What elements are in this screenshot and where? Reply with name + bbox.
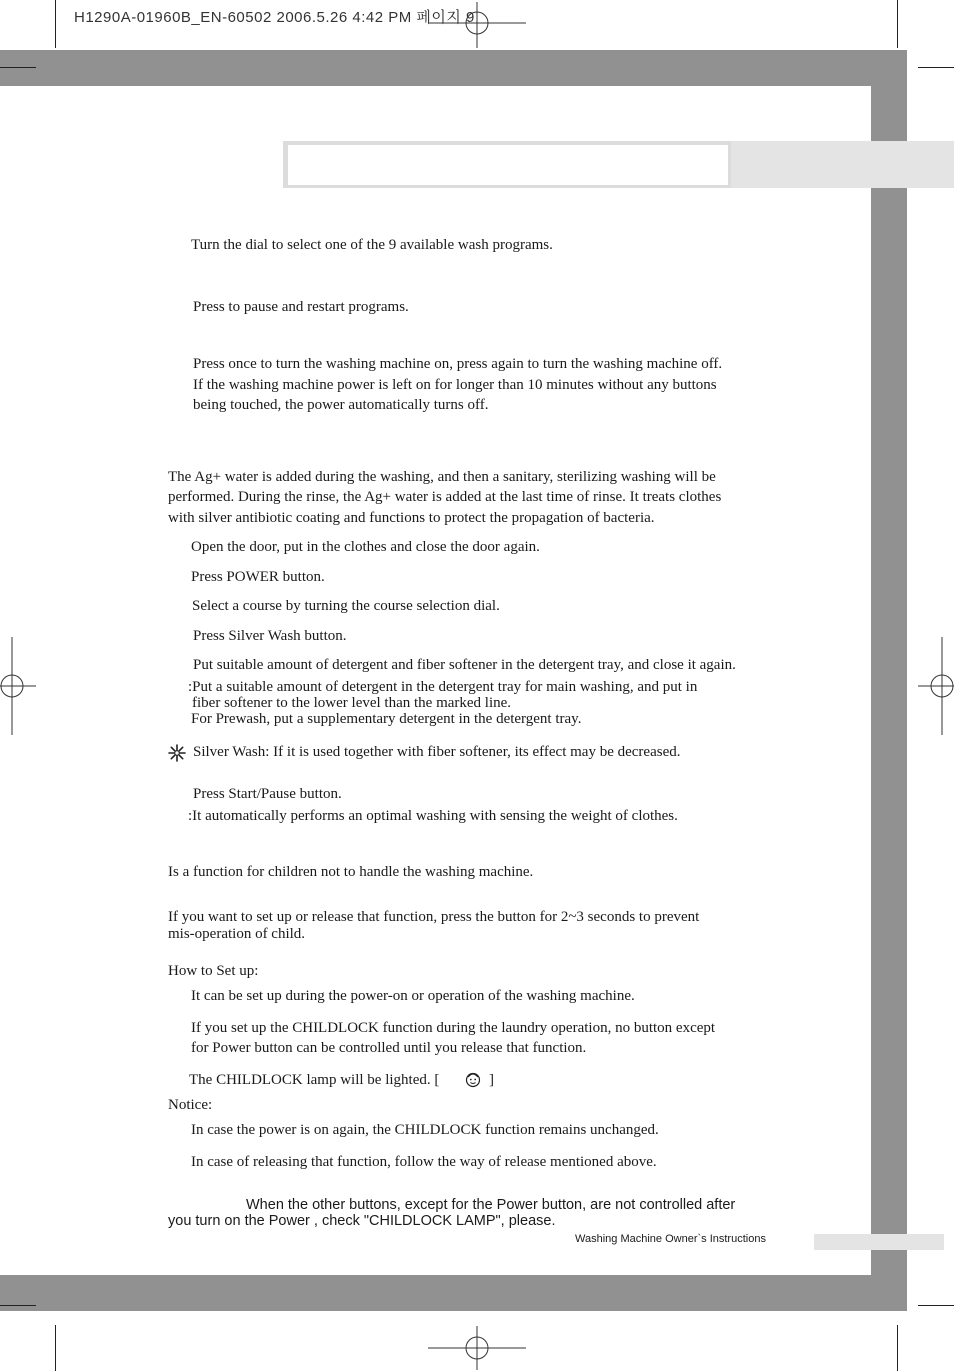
crop-mark-icon	[918, 67, 954, 68]
bottom-gray-band	[0, 1275, 907, 1311]
asterisk-icon	[168, 744, 186, 762]
top-gray-band	[0, 50, 907, 86]
crop-mark-icon	[55, 1325, 56, 1371]
childlock-lamp-bracket: ]	[489, 1072, 494, 1088]
crop-mark-icon	[897, 0, 898, 48]
section-title-box	[288, 145, 728, 185]
dial-description: Turn the dial to select one of the 9 available wash programs.	[191, 237, 553, 253]
notice-item: In case the power is on again, the CHILDLOCK function remains unchanged.	[191, 1122, 659, 1138]
power-description-line: being touched, the power automatically turns off.	[193, 397, 489, 413]
notice-item: In case of releasing that function, follow the way of release mentioned above.	[191, 1154, 657, 1170]
registration-target-icon	[428, 1326, 526, 1370]
childlock-lamp-text: The CHILDLOCK lamp will be lighted. [	[189, 1072, 440, 1088]
silver-wash-intro-line: The Ag+ water is added during the washing, and then a sanitary, sterilizing washing will be	[168, 469, 716, 485]
silver-wash-step: Put suitable amount of detergent and fiber softener in the detergent tray, and close it again.	[193, 657, 736, 673]
setup-heading: How to Set up:	[168, 963, 259, 979]
childlock-instruction-line: If you want to set up or release that function, press the button for 2~3 seconds to prevent	[168, 909, 700, 925]
setup-item-line: for Power button can be controlled until you release that function.	[191, 1040, 587, 1056]
registration-target-icon	[918, 637, 954, 735]
silver-wash-step: Select a course by turning the course selection dial.	[192, 598, 500, 614]
detergent-note-line: For Prewash, put a supplementary detergent in the detergent tray.	[191, 711, 582, 727]
child-face-icon	[464, 1070, 482, 1088]
crop-mark-icon	[0, 1305, 36, 1306]
crop-mark-icon	[897, 1325, 898, 1371]
silver-wash-warning: Silver Wash: If it is used together with fiber softener, its effect may be decreased.	[193, 744, 681, 760]
power-description-line: Press once to turn the washing machine on, press again to turn the washing machine off.	[193, 356, 723, 372]
section-title-tab	[731, 141, 954, 188]
page-number-tab	[814, 1234, 944, 1250]
silver-wash-intro-line: with silver antibiotic coating and functions to protect the propagation of bacteria.	[168, 510, 655, 526]
right-gray-column	[871, 50, 907, 1311]
childlock-intro: Is a function for children not to handle the washing machine.	[168, 864, 534, 880]
crop-mark-icon	[55, 0, 56, 48]
footer-caption: Washing Machine Owner`s Instructions	[575, 1233, 766, 1245]
footer-note-line: you turn on the Power , check "CHILDLOCK LAMP", please.	[168, 1213, 556, 1229]
silver-wash-step: Press POWER button.	[191, 569, 325, 585]
crop-mark-icon	[0, 67, 36, 68]
print-header: H1290A-01960B_EN-60502 2006.5.26 4:42 PM 페이지 9	[74, 9, 475, 26]
silver-wash-final-note: :It automatically performs an optimal washing with sensing the weight of clothes.	[188, 808, 678, 824]
registration-target-icon	[428, 2, 526, 48]
silver-wash-intro-line: performed. During the rinse, the Ag+ water is added at the last time of rinse. It treats clothes	[168, 489, 722, 505]
crop-mark-icon	[918, 1305, 954, 1306]
detergent-note-line: fiber softener to the lower level than the marked line.	[192, 695, 512, 711]
start-pause-description: Press to pause and restart programs.	[193, 299, 409, 315]
setup-item: It can be set up during the power-on or operation of the washing machine.	[191, 988, 635, 1004]
silver-wash-step: Press Silver Wash button.	[193, 628, 347, 644]
childlock-instruction-line: mis-operation of child.	[168, 926, 306, 942]
notice-heading: Notice:	[168, 1097, 213, 1113]
registration-target-icon	[0, 637, 36, 735]
silver-wash-step: Open the door, put in the clothes and close the door again.	[191, 539, 540, 555]
power-description-line: If the washing machine power is left on for longer than 10 minutes without any buttons	[193, 377, 717, 393]
footer-note-line: When the other buttons, except for the Power button, are not controlled after	[246, 1197, 736, 1213]
setup-item-line: If you set up the CHILDLOCK function during the laundry operation, no button except	[191, 1020, 716, 1036]
detergent-note-line: :Put a suitable amount of detergent in the detergent tray for main washing, and put in	[188, 679, 698, 695]
silver-wash-final-step: Press Start/Pause button.	[193, 786, 342, 802]
